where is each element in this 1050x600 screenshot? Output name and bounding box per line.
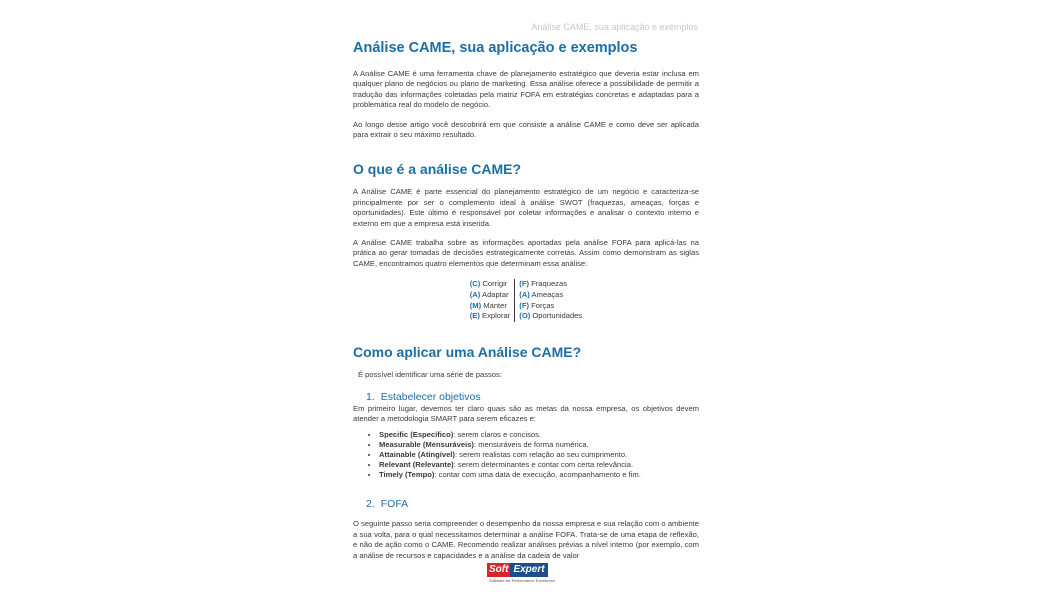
fofa-column: [515, 279, 582, 322]
document-page: [353, 40, 699, 561]
section-heading-what-is: O que é a análise CAME?: [353, 161, 522, 178]
list-item: • Relevant (Relevante): serem determinantes e contar com certa relevância.: [379, 460, 699, 470]
intro-paragraph-1: A Análise CAME é uma ferramenta chave de planejamento estratégico que deveria estar inclusa em qualquer plano de negócios ou plano de marketing. Essa análise oferece a possibilidade de permitir a tradução das informações coletadas pela matriz FOFA em estratégias concretas e adaptadas para a problemática real do modelo de negócio.: [353, 69, 699, 110]
step1-paragraph: Em primeiro lugar, devemos ter claro quais são as metas da nossa empresa, os objetivos devem atender a metodologia SMART para serem eficazes e:: [353, 403, 699, 423]
fofa-item: (F) Fraquezas: [519, 279, 568, 289]
softexpert-logo: [487, 563, 557, 585]
running-header: Análise CAME, sua aplicação e exemplos: [531, 22, 698, 32]
fofa-item: (F) Forças: [519, 300, 555, 310]
logo-tagline: Software for Performance Excellence: [488, 578, 556, 583]
step2-paragraph: O seguinte passo seria compreender o desempenho da nossa empresa e sua relação com o ambiente a sua volta, para o qual necessitamos determinar a análise FOFA. Trata-se de uma etapa de reflexão, e não de ação como o CAME. Recomendo realizar análises prévias a nível interno (por exemplo, com a análise de recursos e capacidades e a análise da cadeia de valor: [353, 519, 699, 560]
fofa-item: (A) Ameaças: [519, 289, 564, 299]
page-title: Análise CAME, sua aplicação e exemplos: [353, 40, 638, 56]
list-item: • Attainable (Atingível): serem realistas com relação ao seu cumprimento.: [379, 450, 699, 460]
list-item: • Timely (Tempo): contar com uma data de execução, acompanhamento e fim.: [379, 470, 699, 480]
section2-intro: É possível identificar uma série de passos:: [358, 370, 502, 380]
logo-expert-text: Expert: [510, 563, 547, 577]
section-heading-how-to-apply: Como aplicar uma Análise CAME?: [353, 344, 582, 361]
intro-paragraph-2: Ao longo desse artigo você descobrirá em que consiste a análise CAME e como deve ser aplicada para extrair o seu máximo resultado.: [353, 119, 699, 140]
came-item: (M) Manter: [469, 300, 507, 310]
came-fofa-table: [353, 279, 699, 322]
fofa-item: (O) Oportunidades: [519, 311, 583, 321]
section1-paragraph-1: A Análise CAME é parte essencial do planejamento estratégico de um negócio e caracteriza-se principalmente por ser o complemento ideal à análise SWOT (fraquezas, ameaças, forças e oportunidades). Este último é responsável por coletar informações e analisar o contexto interno e externo em que a empresa está inserida.: [353, 187, 699, 228]
logo-soft-text: Soft: [489, 564, 509, 575]
came-column: [470, 279, 516, 322]
list-item: • Specific (Específico): serem claros e concisos.: [379, 430, 699, 440]
came-item: (C) Corrigir: [469, 279, 508, 289]
step-heading-1: 1. Estabelecer objetivos: [366, 390, 481, 403]
step-heading-2: 2. FOFA: [366, 498, 409, 511]
smart-list: [353, 430, 699, 480]
section1-paragraph-2: A Análise CAME trabalha sobre as informações aportadas pela análise FOFA para aplicá-las na prática ao gerar tomadas de decisões estrategicamente corretas. Assim como demonstram as siglas CAME, encontramos quatro elementos que determinam essa análise:: [353, 238, 699, 268]
came-item: (A) Adaptar: [469, 289, 509, 299]
list-item: • Measurable (Mensuráveis): mensuráveis de forma numérica.: [379, 440, 699, 450]
came-item: (E) Explorar: [469, 311, 511, 321]
